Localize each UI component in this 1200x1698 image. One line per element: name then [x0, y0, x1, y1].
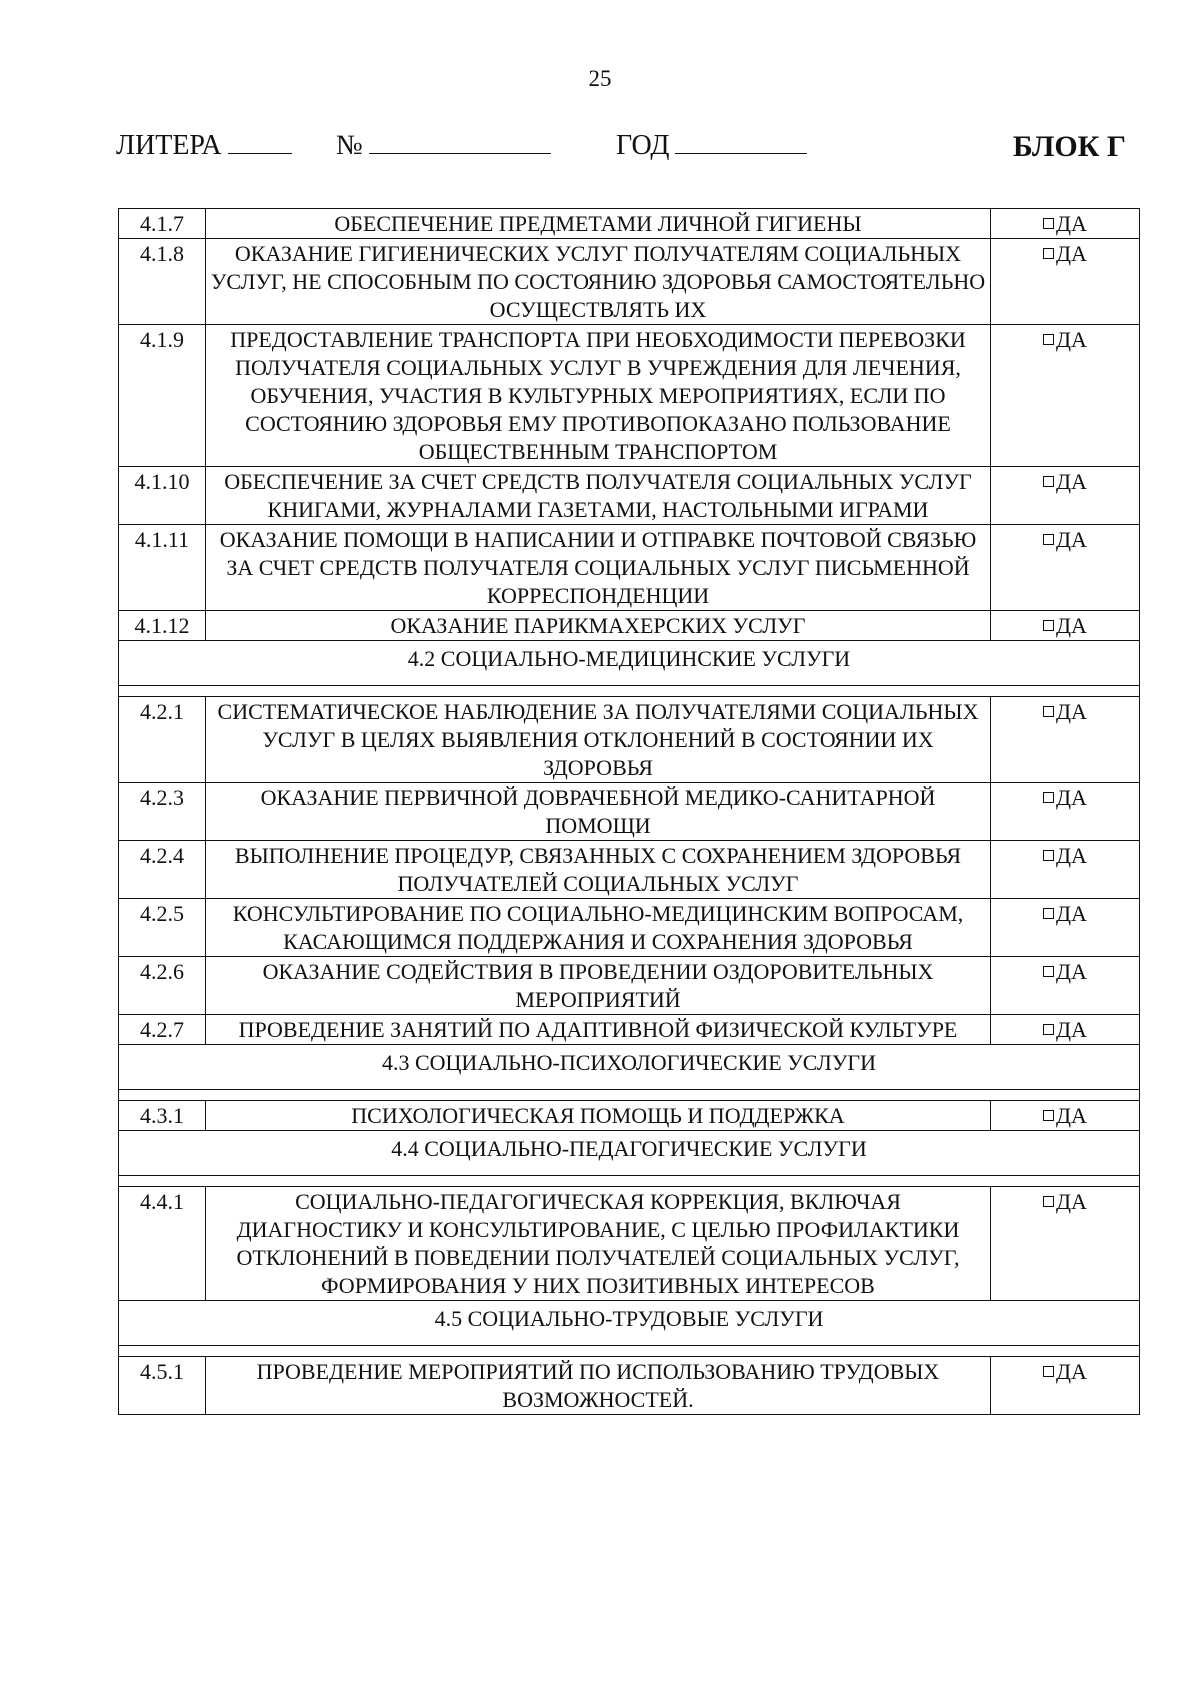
yes-label: ДА [1056, 613, 1087, 638]
service-description: ОКАЗАНИЕ СОДЕЙСТВИЯ В ПРОВЕДЕНИИ ОЗДОРОВИТЕЛЬНЫХ МЕРОПРИЯТИЙ [206, 957, 991, 1015]
services-table [118, 208, 1140, 1415]
yes-label: ДА [1056, 1189, 1087, 1214]
yes-label: ДА [1056, 843, 1087, 868]
number-field [336, 130, 551, 162]
yes-label: ДА [1056, 1103, 1087, 1128]
section-header-row [119, 1131, 1140, 1176]
service-description: ОБЕСПЕЧЕНИЕ ЗА СЧЕТ СРЕДСТВ ПОЛУЧАТЕЛЯ СОЦИАЛЬНЫХ УСЛУГ КНИГАМИ, ЖУРНАЛАМИ ГАЗЕТАМИ, НАСТОЛЬНЫМИ ИГРАМИ [206, 467, 991, 525]
service-number: 4.1.8 [119, 239, 206, 325]
service-number: 4.2.1 [119, 697, 206, 783]
service-row [119, 239, 1140, 325]
service-option-cell [991, 209, 1140, 239]
yes-checkbox[interactable] [1043, 218, 1054, 229]
service-number: 4.2.6 [119, 957, 206, 1015]
service-option-cell [991, 899, 1140, 957]
service-row [119, 325, 1140, 467]
service-option-cell [991, 525, 1140, 611]
yes-label: ДА [1056, 959, 1087, 984]
service-description: ПРЕДОСТАВЛЕНИЕ ТРАНСПОРТА ПРИ НЕОБХОДИМОСТИ ПЕРЕВОЗКИ ПОЛУЧАТЕЛЯ СОЦИАЛЬНЫХ УСЛУГ В УЧРЕЖДЕНИЯ ДЛЯ ЛЕЧЕНИЯ, ОБУЧЕНИЯ, УЧАСТИЯ В КУЛЬТУРНЫХ МЕРОПРИЯТИЯХ, ЕСЛИ ПО СОСТОЯНИЮ ЗДОРОВЬЯ ЕМУ ПРОТИВОПОКАЗАНО ПОЛЬЗОВАНИЕ ОБЩЕСТВЕННЫМ ТРАНСПОРТОМ [206, 325, 991, 467]
litera-label: ЛИТЕРА [116, 130, 222, 161]
service-description: ПСИХОЛОГИЧЕСКАЯ ПОМОЩЬ И ПОДДЕРЖКА [206, 1101, 991, 1131]
service-option-cell [991, 1101, 1140, 1131]
yes-label: ДА [1056, 211, 1087, 236]
section-title: 4.4 СОЦИАЛЬНО-ПЕДАГОГИЧЕСКИЕ УСЛУГИ [119, 1131, 1140, 1176]
yes-checkbox[interactable] [1043, 850, 1054, 861]
service-description: СОЦИАЛЬНО-ПЕДАГОГИЧЕСКАЯ КОРРЕКЦИЯ, ВКЛЮЧАЯ ДИАГНОСТИКУ И КОНСУЛЬТИРОВАНИЕ, С ЦЕЛЬЮ ПРОФИЛАКТИКИ ОТКЛОНЕНИЙ В ПОВЕДЕНИИ ПОЛУЧАТЕЛЕЙ СОЦИАЛЬНЫХ УСЛУГ, ФОРМИРОВАНИЯ У НИХ ПОЗИТИВНЫХ ИНТЕРЕСОВ [206, 1187, 991, 1301]
yes-checkbox[interactable] [1043, 706, 1054, 717]
service-row [119, 697, 1140, 783]
service-description: ПРОВЕДЕНИЕ ЗАНЯТИЙ ПО АДАПТИВНОЙ ФИЗИЧЕСКОЙ КУЛЬТУРЕ [206, 1015, 991, 1045]
year-field [616, 130, 807, 162]
yes-checkbox[interactable] [1043, 1110, 1054, 1121]
section-spacer [119, 1176, 1140, 1187]
service-number: 4.2.4 [119, 841, 206, 899]
service-option-cell [991, 783, 1140, 841]
service-number: 4.3.1 [119, 1101, 206, 1131]
yes-checkbox[interactable] [1043, 334, 1054, 345]
yes-label: ДА [1056, 699, 1087, 724]
yes-checkbox[interactable] [1043, 620, 1054, 631]
service-option-cell [991, 325, 1140, 467]
service-number: 4.2.7 [119, 1015, 206, 1045]
service-number: 4.5.1 [119, 1357, 206, 1415]
section-header-row [119, 641, 1140, 686]
service-option-cell [991, 697, 1140, 783]
service-row [119, 783, 1140, 841]
yes-checkbox[interactable] [1043, 908, 1054, 919]
page-number: 25 [588, 66, 612, 91]
service-number: 4.2.5 [119, 899, 206, 957]
service-number: 4.1.10 [119, 467, 206, 525]
yes-checkbox[interactable] [1043, 792, 1054, 803]
service-description: ОКАЗАНИЕ ПАРИКМАХЕРСКИХ УСЛУГ [206, 611, 991, 641]
service-description: КОНСУЛЬТИРОВАНИЕ ПО СОЦИАЛЬНО-МЕДИЦИНСКИМ ВОПРОСАМ, КАСАЮЩИМСЯ ПОДДЕРЖАНИЯ И СОХРАНЕНИЯ ЗДОРОВЬЯ [206, 899, 991, 957]
service-description: ОБЕСПЕЧЕНИЕ ПРЕДМЕТАМИ ЛИЧНОЙ ГИГИЕНЫ [206, 209, 991, 239]
yes-label: ДА [1056, 1017, 1087, 1042]
service-row [119, 1101, 1140, 1131]
service-row [119, 209, 1140, 239]
form-header [116, 130, 1126, 170]
service-row [119, 467, 1140, 525]
section-title: 4.3 СОЦИАЛЬНО-ПСИХОЛОГИЧЕСКИЕ УСЛУГИ [119, 1045, 1140, 1090]
service-row [119, 1015, 1140, 1045]
yes-checkbox[interactable] [1043, 966, 1054, 977]
service-number: 4.4.1 [119, 1187, 206, 1301]
service-row [119, 899, 1140, 957]
section-spacer-cell [119, 1176, 1140, 1187]
section-spacer [119, 1346, 1140, 1357]
service-number: 4.2.3 [119, 783, 206, 841]
yes-label: ДА [1056, 469, 1087, 494]
service-number: 4.1.11 [119, 525, 206, 611]
section-spacer [119, 686, 1140, 697]
litera-blank[interactable] [228, 153, 292, 154]
yes-checkbox[interactable] [1043, 248, 1054, 259]
service-option-cell [991, 841, 1140, 899]
yes-checkbox[interactable] [1043, 1366, 1054, 1377]
section-header-row [119, 1045, 1140, 1090]
yes-label: ДА [1056, 901, 1087, 926]
section-title: 4.2 СОЦИАЛЬНО-МЕДИЦИНСКИЕ УСЛУГИ [119, 641, 1140, 686]
section-spacer-cell [119, 686, 1140, 697]
section-title: 4.5 СОЦИАЛЬНО-ТРУДОВЫЕ УСЛУГИ [119, 1301, 1140, 1346]
year-label: ГОД [616, 130, 670, 161]
yes-checkbox[interactable] [1043, 1024, 1054, 1035]
yes-checkbox[interactable] [1043, 534, 1054, 545]
service-option-cell [991, 957, 1140, 1015]
service-option-cell [991, 1357, 1140, 1415]
yes-checkbox[interactable] [1043, 1196, 1054, 1207]
service-number: 4.1.9 [119, 325, 206, 467]
service-row [119, 525, 1140, 611]
yes-label: ДА [1056, 527, 1087, 552]
service-row [119, 841, 1140, 899]
section-spacer-cell [119, 1346, 1140, 1357]
litera-field [116, 130, 292, 162]
service-number: 4.1.12 [119, 611, 206, 641]
services-table-body [119, 209, 1140, 1415]
service-option-cell [991, 1015, 1140, 1045]
year-blank[interactable] [675, 153, 807, 154]
number-label: № [336, 130, 363, 161]
yes-label: ДА [1056, 241, 1087, 266]
section-spacer [119, 1090, 1140, 1101]
yes-label: ДА [1056, 327, 1087, 352]
service-row [119, 1187, 1140, 1301]
section-header-row [119, 1301, 1140, 1346]
service-description: ПРОВЕДЕНИЕ МЕРОПРИЯТИЙ ПО ИСПОЛЬЗОВАНИЮ ТРУДОВЫХ ВОЗМОЖНОСТЕЙ. [206, 1357, 991, 1415]
service-description: ОКАЗАНИЕ ПЕРВИЧНОЙ ДОВРАЧЕБНОЙ МЕДИКО-САНИТАРНОЙ ПОМОЩИ [206, 783, 991, 841]
service-description: ОКАЗАНИЕ ГИГИЕНИЧЕСКИХ УСЛУГ ПОЛУЧАТЕЛЯМ СОЦИАЛЬНЫХ УСЛУГ, НЕ СПОСОБНЫМ ПО СОСТОЯНИЮ ЗДОРОВЬЯ САМОСТОЯТЕЛЬНО ОСУЩЕСТВЛЯТЬ ИХ [206, 239, 991, 325]
service-row [119, 1357, 1140, 1415]
service-option-cell [991, 611, 1140, 641]
service-option-cell [991, 467, 1140, 525]
service-option-cell [991, 239, 1140, 325]
service-row [119, 611, 1140, 641]
number-blank[interactable] [369, 153, 551, 154]
block-label: БЛОК Г [1012, 130, 1126, 163]
service-option-cell [991, 1187, 1140, 1301]
section-spacer-cell [119, 1090, 1140, 1101]
service-row [119, 957, 1140, 1015]
service-description: ВЫПОЛНЕНИЕ ПРОЦЕДУР, СВЯЗАННЫХ С СОХРАНЕНИЕМ ЗДОРОВЬЯ ПОЛУЧАТЕЛЕЙ СОЦИАЛЬНЫХ УСЛУГ [206, 841, 991, 899]
yes-checkbox[interactable] [1043, 476, 1054, 487]
service-number: 4.1.7 [119, 209, 206, 239]
service-description: ОКАЗАНИЕ ПОМОЩИ В НАПИСАНИИ И ОТПРАВКЕ ПОЧТОВОЙ СВЯЗЬЮ ЗА СЧЕТ СРЕДСТВ ПОЛУЧАТЕЛЯ СОЦИАЛЬНЫХ УСЛУГ ПИСЬМЕННОЙ КОРРЕСПОНДЕНЦИИ [206, 525, 991, 611]
yes-label: ДА [1056, 1359, 1087, 1384]
yes-label: ДА [1056, 785, 1087, 810]
service-description: СИСТЕМАТИЧЕСКОЕ НАБЛЮДЕНИЕ ЗА ПОЛУЧАТЕЛЯМИ СОЦИАЛЬНЫХ УСЛУГ В ЦЕЛЯХ ВЫЯВЛЕНИЯ ОТКЛОНЕНИЙ В СОСТОЯНИИ ИХ ЗДОРОВЬЯ [206, 697, 991, 783]
